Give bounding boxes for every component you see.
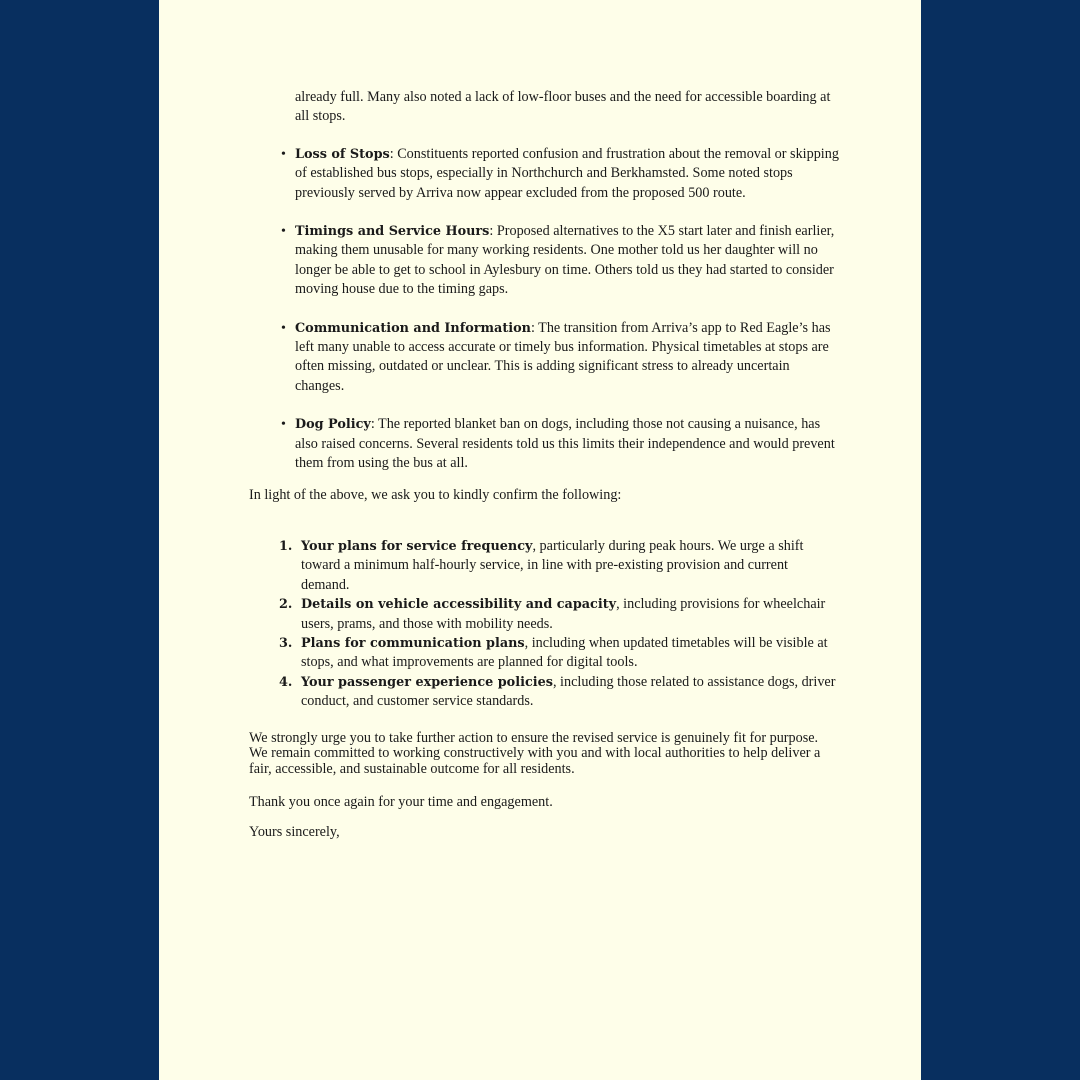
concerns-list: [249, 145, 839, 474]
request-text: , including when updated timetables will be visible at stops, and what improvements are planned for digital tools.: [301, 634, 828, 671]
bullet-heading: Loss of Stops: [295, 146, 390, 162]
bullet-symbol: •: [281, 417, 286, 433]
bullet-text: : The transition from Arriva’s app to Red Eagle’s has left many unable to access accurate or timely bus information. Physical timetables at stops are often missing, outdated or unclear. This is adding significant stress to already uncertain changes.: [295, 319, 831, 394]
closing-paragraph: We strongly urge you to take further action to ensure the revised service is genuinely fit for purpose. We remain committed to working constructively with you and with local authorities to help deliver a fair, accessible, and sustainable outcome for all residents.: [249, 729, 821, 777]
signoff: Yours sincerely,: [249, 823, 340, 840]
bullet-symbol: •: [281, 320, 286, 336]
list-number: 4.: [279, 674, 293, 690]
requests-list: [249, 537, 839, 712]
list-item-dog-policy: [249, 415, 839, 473]
bullet-heading: Communication and Information: [295, 320, 531, 336]
list-item-loss-of-stops: [249, 145, 839, 203]
request-text: , particularly during peak hours. We urge a shift toward a minimum half-hourly service, in line with pre-existing provision and current demand.: [301, 537, 804, 593]
request-heading: Details on vehicle accessibility and capacity: [301, 597, 617, 613]
list-item-timings: [249, 222, 839, 300]
list-number: 1.: [279, 538, 293, 554]
list-item-communication-plans: [249, 634, 839, 673]
request-heading: Plans for communication plans: [301, 635, 525, 651]
bullet-text: : The reported blanket ban on dogs, including those not causing a nuisance, has also raised concerns. Several residents told us this limits their independence and would prevent them from using the bus at all.: [295, 416, 835, 472]
letter-page: [159, 0, 921, 1080]
list-item-communication: [249, 319, 839, 397]
list-item-passenger-experience: [249, 673, 839, 712]
intro-paragraph: In light of the above, we ask you to kindly confirm the following:: [249, 486, 622, 503]
bullet-symbol: •: [281, 146, 286, 162]
bullet-heading: Dog Policy: [295, 417, 371, 433]
request-heading: Your plans for service frequency: [301, 538, 533, 554]
request-heading: Your passenger experience policies: [301, 674, 553, 690]
bullet-symbol: •: [281, 224, 286, 240]
request-text: , including provisions for wheelchair users, prams, and those with mobility needs.: [301, 596, 826, 632]
letter-body: [249, 88, 839, 842]
bullet-heading: Timings and Service Hours: [295, 224, 490, 240]
list-item-accessibility: [249, 595, 839, 634]
bullet-text: : Constituents reported confusion and frustration about the removal or skipping of established bus stops, especially in Northchurch and Berkhamsted. Some noted stops previously served by Arriva now appear excluded from the proposed 500 route.: [295, 145, 839, 201]
request-text: , including those related to assistance dogs, driver conduct, and customer service standards.: [301, 673, 836, 710]
bullet-text: : Proposed alternatives to the X5 start later and finish earlier, making them unusable for many working residents. One mother told us her daughter will no longer be able to get to school in Aylesbury on time. Others told us they had started to consider moving house due to the timing gaps.: [295, 223, 835, 298]
list-number: 2.: [279, 597, 293, 613]
list-item-frequency: [249, 537, 839, 595]
thanks-paragraph: Thank you once again for your time and engagement.: [249, 794, 553, 811]
list-number: 3.: [279, 635, 293, 651]
continued-paragraph: already full. Many also noted a lack of low-floor buses and the need for accessible boarding at all stops.: [295, 89, 831, 125]
